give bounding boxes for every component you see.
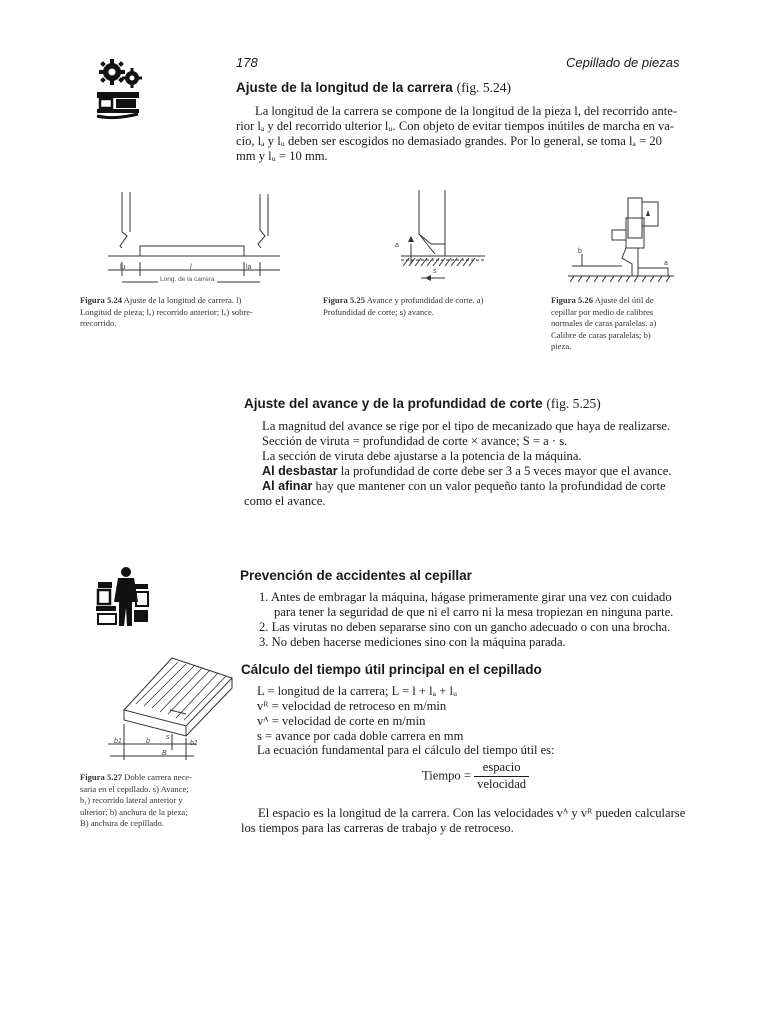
caption-fig-5-27: Figura 5.27 Doble carrera nece- saria en el cepillado. s) Avance; b₁) recorrido lateral anterior y ulterior; b) anchura de la pieza; B) anchura de cepillado. <box>80 772 192 829</box>
label-l: l <box>190 264 192 271</box>
label-a: a <box>664 260 668 267</box>
label-lu: lu <box>120 264 126 271</box>
worker-safety-icon <box>96 566 150 628</box>
figure-5-25 <box>375 186 515 290</box>
section-title-calculo: Cálculo del tiempo útil principal en el cepillado <box>241 662 542 677</box>
definition-line: vᴿ = velocidad de retroceso en m/min <box>257 699 447 713</box>
list-item: 3. No deben hacerse mediciones sino con la máquina parada. <box>259 635 566 649</box>
list-item: para tener la seguridad de que ni el carro ni la mesa tropiezan en ninguna parte. <box>274 605 674 619</box>
label-B: B <box>162 750 167 757</box>
formula-numerator: espacio <box>474 760 529 777</box>
definition-line: vᴬ = velocidad de corte en m/min <box>257 714 426 728</box>
page-number: 178 <box>236 55 258 70</box>
stroke-length-diagram <box>100 186 296 290</box>
chapter-title: Cepillado de piezas <box>566 55 680 70</box>
caption-fig-5-25: Figura 5.25 Avance y profundidad de corte. a) Profundidad de corte; s) avance. <box>323 295 484 317</box>
label-long-carrera: Long. de la carrera <box>160 276 215 283</box>
paragraph-line: rior lₐ y del recorrido ulterior lᵤ. Con objeto de evitar tiempos inútiles de marcha en va- <box>236 119 675 133</box>
label-b1: b1 <box>114 738 122 745</box>
time-formula: Tiempo = $\frac{\text{espacio}}{\text{velocidad}}$ <box>422 760 529 792</box>
gear-machine-icon <box>94 58 146 122</box>
definition-line: s = avance por cada doble carrera en mm <box>257 729 464 743</box>
formula-denominator: velocidad <box>477 776 527 791</box>
figure-5-27 <box>96 654 236 766</box>
label-la: la <box>246 264 252 271</box>
feed-depth-diagram <box>375 186 515 290</box>
caption-fig-5-26: Figura 5.26 Ajuste del útil de cepillar por medio de calibres normales de caras paralelas. a) Calibre de caras paralelas; b) pieza. <box>551 295 657 352</box>
section-title-prevencion: Prevención de accidentes al cepillar <box>240 568 472 583</box>
paragraph-line: cío, lₐ y lᵤ deben ser escogidos no demasiado grandes. Por lo general, se toma lₐ = 20 <box>236 134 662 148</box>
label-s: s <box>433 268 437 275</box>
caption-fig-5-24: Figura 5.24 Ajuste de la longitud de carrera. l) Longitud de pieza; lₐ) recorrido anterior; lᵤ) sobre- rrecorrido. <box>80 295 253 329</box>
paragraph-line: La longitud de la carrera se compone de la longitud de la pieza l, del recorrido ante- <box>255 104 678 118</box>
list-item: 2. Las virutas no deben separarse sino con un gancho adecuado o con una brocha. <box>259 620 671 634</box>
list-item: 1. Antes de embragar la máquina, hágase primeramente girar una vez con cuidado <box>259 590 672 604</box>
section-title-longitud: Ajuste de la longitud de la carrera (fig. 5.24) <box>236 80 511 95</box>
figure-5-26 <box>562 188 682 292</box>
label-b: b <box>578 248 582 255</box>
section-title-avance: Ajuste del avance y de la profundidad de corte (fig. 5.25) <box>244 396 601 411</box>
formula-fraction <box>474 760 529 792</box>
figure-5-24 <box>100 186 296 290</box>
definition-line: La ecuación fundamental para el cálculo del tiempo útil es: <box>257 743 555 757</box>
label-b2: b1 <box>190 740 198 747</box>
label-s: s <box>166 734 170 741</box>
label-b: b <box>146 738 150 745</box>
definition-line: L = longitud de la carrera; L = l + lₐ + lᵤ <box>257 684 458 698</box>
gauge-setup-diagram <box>562 188 682 292</box>
paragraph-line: mm y lᵤ = 10 mm. <box>236 149 328 163</box>
label-a: a <box>395 242 399 249</box>
